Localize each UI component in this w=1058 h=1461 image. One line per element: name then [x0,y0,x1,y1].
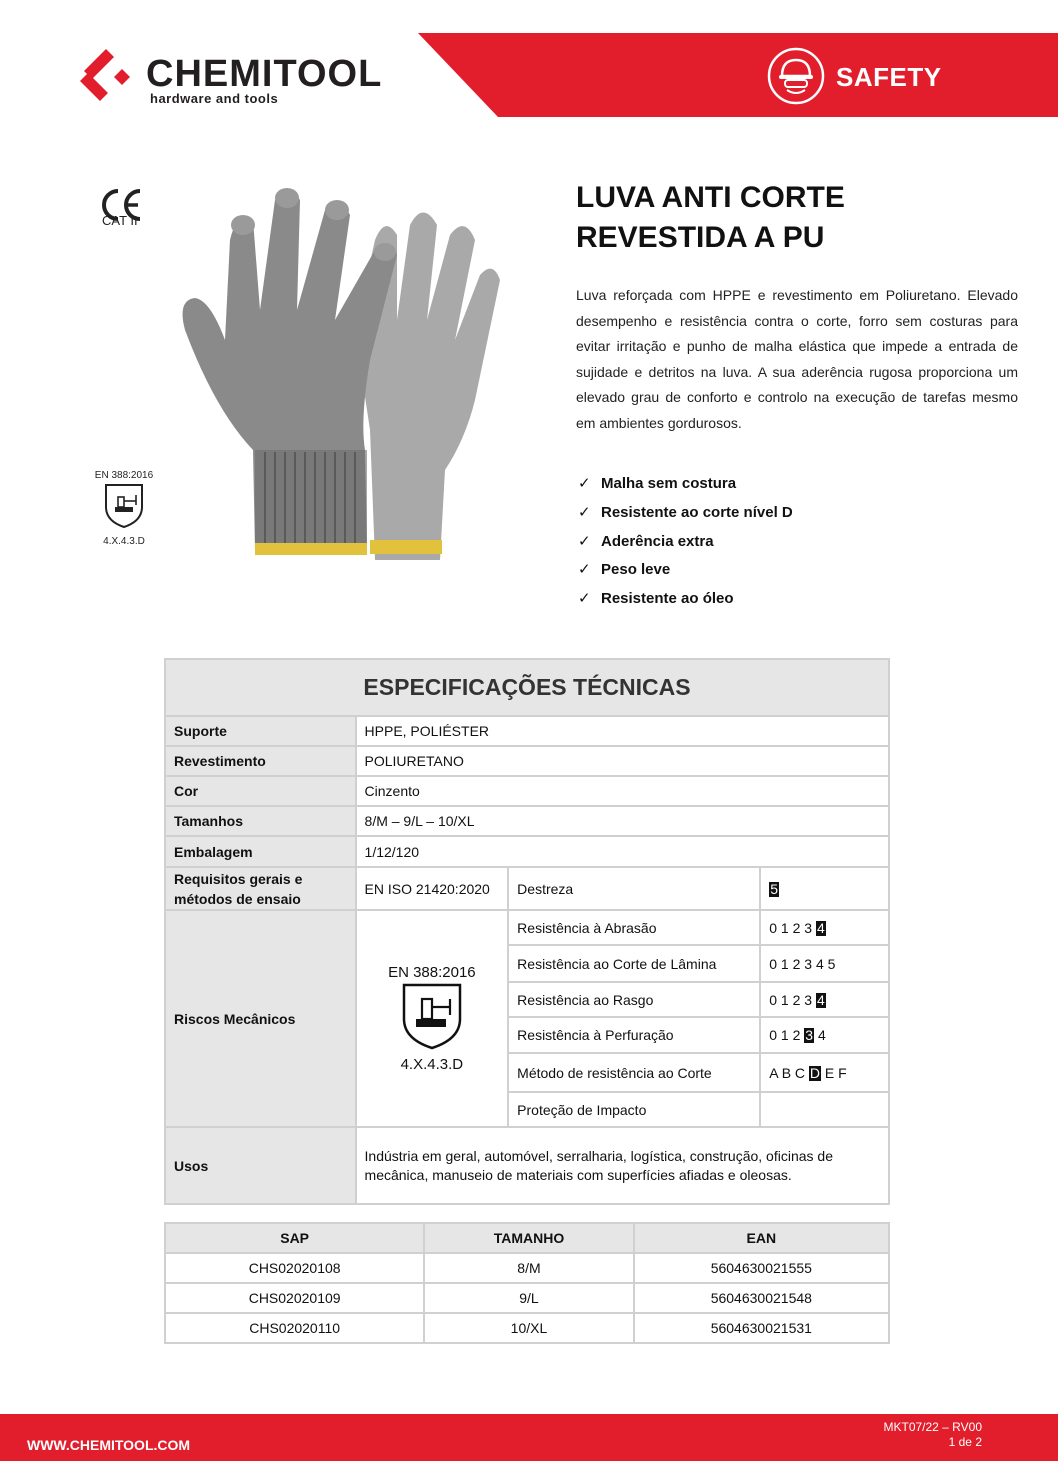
check-icon: ✓ [578,532,591,550]
footer [0,1414,1058,1461]
ce-category: CAT II [102,213,138,228]
test-name: Resistência ao Rasgo [508,982,760,1017]
spec-label: Cor [165,776,356,806]
test-level: 0 1 2 3 4 [760,1017,889,1053]
hammer-shield-icon [102,481,146,529]
brand-logo [78,45,398,115]
feature-item: ✓ Malha sem costura [578,472,793,501]
test-level [760,1092,889,1127]
test-level: 0 1 2 3 4 [760,910,889,945]
glove-image [175,180,515,570]
brand-logo-icon [78,47,134,105]
test-name: Proteção de Impacto [508,1092,760,1127]
spec-label-mechanical: Riscos Mecânicos [165,910,356,1127]
spec-value: POLIURETANO [356,746,889,776]
test-name: Resistência ao Corte de Lâmina [508,945,760,982]
table-row: CHS02020108 8/M 5604630021555 [165,1253,889,1283]
feature-item: ✓ Resistente ao óleo [578,587,793,616]
sap-table [164,1222,890,1344]
brand-name: CHEMITOOL [146,53,383,95]
size-header: TAMANHO [424,1223,633,1253]
spec-label: Tamanhos [165,806,356,836]
sap-header: SAP [165,1223,424,1253]
hammer-shield-icon [400,981,464,1051]
test-name: Método de resistência ao Corte [508,1053,760,1092]
spec-label-uses: Usos [165,1127,356,1204]
en388-code: 4.X.4.3.D [400,1056,464,1073]
safety-helmet-icon [766,46,826,106]
en388-standard-small: EN 388:2016 [94,470,154,481]
feature-list [578,472,793,616]
feature-item: ✓ Resistente ao corte nível D [578,501,793,530]
spec-label: Revestimento [165,746,356,776]
page-number: 1 de 2 [948,1435,982,1449]
table-row: CHS02020109 9/L 5604630021548 [165,1283,889,1313]
en388-code-small: 4.X.4.3.D [103,536,145,547]
test-level: 0 1 2 3 4 [760,982,889,1017]
spec-value: Cinzento [356,776,889,806]
check-icon: ✓ [578,503,591,521]
check-icon: ✓ [578,475,591,492]
spec-value: HPPE, POLIÉSTER [356,716,889,746]
ean-header: EAN [634,1223,889,1253]
website-link[interactable]: WWW.CHEMITOOL.COM [27,1437,191,1453]
product-title: LUVA ANTI CORTE REVESTIDA A PU [576,181,845,254]
uses-text: Indústria em geral, automóvel, serralharia, logística, construção, oficinas de mecânica, manuseio de materiais com superfícies afiadas e oleosas. [356,1127,889,1204]
spec-label: Suporte [165,716,356,746]
table-row: CHS02020110 10/XL 5604630021531 [165,1313,889,1343]
spec-label-general: Requisitos gerais e métodos de ensaio [165,867,356,910]
test-name: Destreza [508,867,760,910]
spec-value: 1/12/120 [356,836,889,867]
check-icon: ✓ [578,590,591,608]
test-level: 0 1 2 3 4 5 [760,945,889,982]
test-name: Resistência à Perfuração [508,1017,760,1053]
header-banner [418,33,1058,117]
feature-item: ✓ Peso leve [578,558,793,587]
general-norm: EN ISO 21420:2020 [356,867,509,910]
product-description: Luva reforçada com HPPE e revestimento em Poliuretano. Elevado desempenho e resistência contra o corte, forro sem costuras para evitar irritação e punho de malha elástica que impede a entrada de sujidade e detritos na luva. A sua aderência rugosa proporciona um elevado grau de conforto e controlo na execução de tarefas mesmo em ambientes gordurosos. [576,287,1018,431]
spec-value: 8/M – 9/L – 10/XL [356,806,889,836]
document-code: MKT07/22 – RV00 1 de 2 [883,1420,982,1449]
en388-pictogram [356,910,509,1127]
spec-label: Embalagem [165,836,356,867]
en388-standard: EN 388:2016 [388,964,476,981]
test-name: Resistência à Abrasão [508,910,760,945]
test-level: 5 [760,867,889,910]
spec-table-title: ESPECIFICAÇÕES TÉCNICAS [165,659,889,716]
category-label: SAFETY [836,62,942,92]
en388-pictogram-small [94,470,154,552]
feature-item: ✓ Aderência extra [578,530,793,559]
test-level: A B C D E F [760,1053,889,1092]
spec-table [164,658,890,1205]
brand-tagline: hardware and tools [150,91,279,106]
check-icon: ✓ [578,561,591,579]
